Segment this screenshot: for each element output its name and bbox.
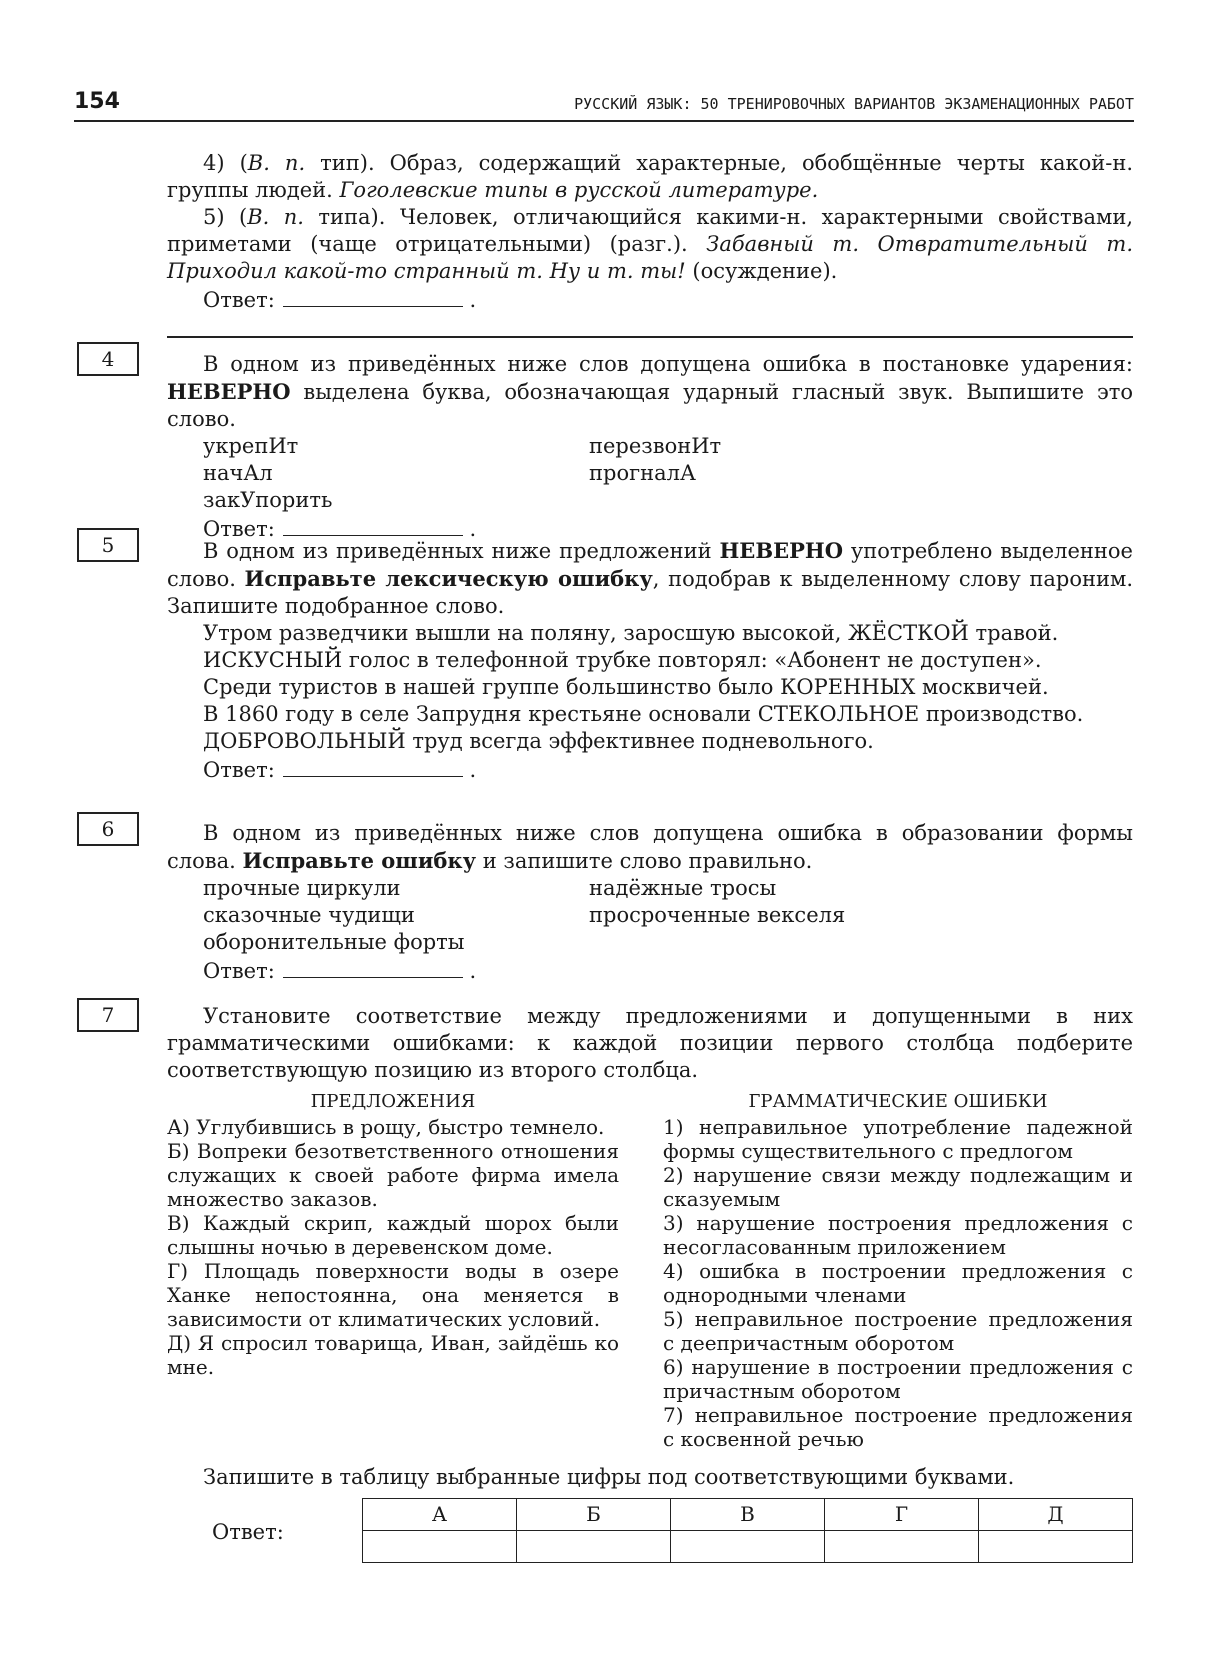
error-item: 2) нарушение связи между подлежащим и сказуемым (663, 1163, 1133, 1211)
task-7 (167, 1003, 1133, 1451)
word: прочные циркули (203, 876, 401, 900)
word: прогналА (589, 461, 696, 485)
task-number-box: 4 (77, 342, 139, 376)
errors-column (663, 1088, 1133, 1451)
word: перезвонИт (589, 434, 722, 458)
answer-cell[interactable] (363, 1531, 517, 1563)
answer-cell[interactable] (979, 1531, 1133, 1563)
sentence-item: А) Углубившись в рощу, быстро темнело. (167, 1115, 605, 1139)
error-item: 6) нарушение в построении предложения с причастным оборотом (663, 1355, 1133, 1403)
word: сказочные чудищи (203, 903, 415, 927)
task-5-sentences (167, 620, 1133, 755)
error-item: 7) неправильное построение предложения с косвенной речью (663, 1403, 1133, 1451)
word: надёжные тросы (589, 876, 777, 900)
word: оборонительные форты (203, 930, 465, 954)
task-number-box: 7 (77, 998, 139, 1032)
sentence-item: Д) Я спросил товарища, Иван, зайдёшь ко мне. (167, 1331, 619, 1379)
word: закУпорить (203, 488, 333, 512)
table-header: Д (979, 1499, 1133, 1531)
sentence: Утром разведчики вышли на поляну, заросшую высокой, ЖЁСТКОЙ травой. (203, 621, 1059, 645)
word: просроченные векселя (589, 903, 846, 927)
divider (167, 336, 1133, 338)
error-item: 3) нарушение построения предложения с несогласованным приложением (663, 1211, 1133, 1259)
sentence-item: Б) Вопреки безответственного отношения служащих к своей работе фирма имела множество заказов. (167, 1139, 619, 1211)
sentences-column (167, 1088, 619, 1451)
definition-4: 4) (В. п. тип). Образ, содержащий характерные, обобщённые черты какой-н. группы людей. Гоголевские типы в русской литературе. (167, 151, 1133, 202)
task-6 (167, 820, 1133, 985)
answer-cell[interactable] (825, 1531, 979, 1563)
sentence-item: Г) Площадь поверхности воды в озере Ханке непостоянна, она меняется в зависимости от климатических условий. (167, 1259, 619, 1331)
table-header: Б (517, 1499, 671, 1531)
task-4-text: В одном из приведённых ниже слов допущена ошибка в постановке ударения: НЕВЕРНО выделена буква, обозначающая ударный гласный звук. Выпишите это слово. (167, 352, 1133, 431)
answer-line-6[interactable]: Ответ: . (203, 959, 477, 983)
column-header: ГРАММАТИЧЕСКИЕ ОШИБКИ (748, 1091, 1048, 1112)
dictionary-entry-continuation (167, 150, 1133, 314)
page-number: 154 (74, 89, 120, 114)
sentence: В 1860 году в селе Запрудня крестьяне основали СТЕКОЛЬНОЕ производство. (203, 702, 1084, 726)
error-item: 4) ошибка в построении предложения с однородными членами (663, 1259, 1133, 1307)
task-number-box: 6 (77, 812, 139, 846)
task-number-box: 5 (77, 528, 139, 562)
table-header: В (671, 1499, 825, 1531)
task-7-instruction: Запишите в таблицу выбранные цифры под соответствующими буквами. (203, 1465, 1015, 1489)
sentence: ИСКУСНЫЙ голос в телефонной трубке повторял: «Абонент не доступен». (203, 648, 1042, 672)
answer-cell[interactable] (671, 1531, 825, 1563)
task-4-words (167, 433, 1133, 514)
task-5 (167, 537, 1133, 784)
answer-table (362, 1498, 1133, 1563)
error-item: 5) неправильное построение предложения с деепричастным оборотом (663, 1307, 1133, 1355)
word: начАл (203, 461, 273, 485)
page-header (74, 86, 1134, 122)
task-5-text: В одном из приведённых ниже предложений НЕВЕРНО употреблено выделенное слово. Исправьте лексическую ошибку, подобрав к выделенному слову пароним. Запишите подобранное слово. (167, 538, 1134, 618)
task-6-words (167, 875, 1133, 956)
answer-label: Ответ: (212, 1520, 284, 1544)
sentence-item: В) Каждый скрип, каждый шорох были слышны ночью в деревенском доме. (167, 1211, 619, 1259)
definition-5: 5) (В. п. типа). Человек, отличающийся какими-н. характерными свойствами, приметами (чаще отрицательными) (разг.). Забавный т. Отвратительный т. Приходил какой-то странный т. Ну и т. ты! (осуждение). (167, 205, 1134, 283)
table-header: А (363, 1499, 517, 1531)
error-item: 1) неправильное употребление падежной формы существительного с предлогом (663, 1115, 1133, 1163)
word: укрепИт (203, 434, 299, 458)
task-6-text: В одном из приведённых ниже слов допущена ошибка в образовании формы слова. Исправьте ошибку и запишите слово правильно. (167, 821, 1133, 873)
answer-line-3[interactable]: Ответ: . (203, 288, 477, 312)
table-header: Г (825, 1499, 979, 1531)
column-header: ПРЕДЛОЖЕНИЯ (310, 1091, 476, 1112)
answer-line-5[interactable]: Ответ: . (203, 758, 477, 782)
running-title: РУССКИЙ ЯЗЫК: 50 ТРЕНИРОВОЧНЫХ ВАРИАНТОВ ЭКЗАМЕНАЦИОННЫХ РАБОТ (574, 95, 1134, 113)
sentence: ДОБРОВОЛЬНЫЙ труд всегда эффективнее подневольного. (203, 729, 874, 753)
answer-line-4[interactable]: Ответ: . (203, 517, 477, 541)
task-4 (167, 351, 1133, 543)
task-7-text: Установите соответствие между предложениями и допущенными в них грамматическими ошибками: к каждой позиции первого столбца подберите соответствующую позицию из второго столбца. (167, 1004, 1133, 1082)
answer-cell[interactable] (517, 1531, 671, 1563)
sentence: Среди туристов в нашей группе большинство было КОРЕННЫХ москвичей. (203, 675, 1049, 699)
task-7-columns (167, 1088, 1133, 1451)
